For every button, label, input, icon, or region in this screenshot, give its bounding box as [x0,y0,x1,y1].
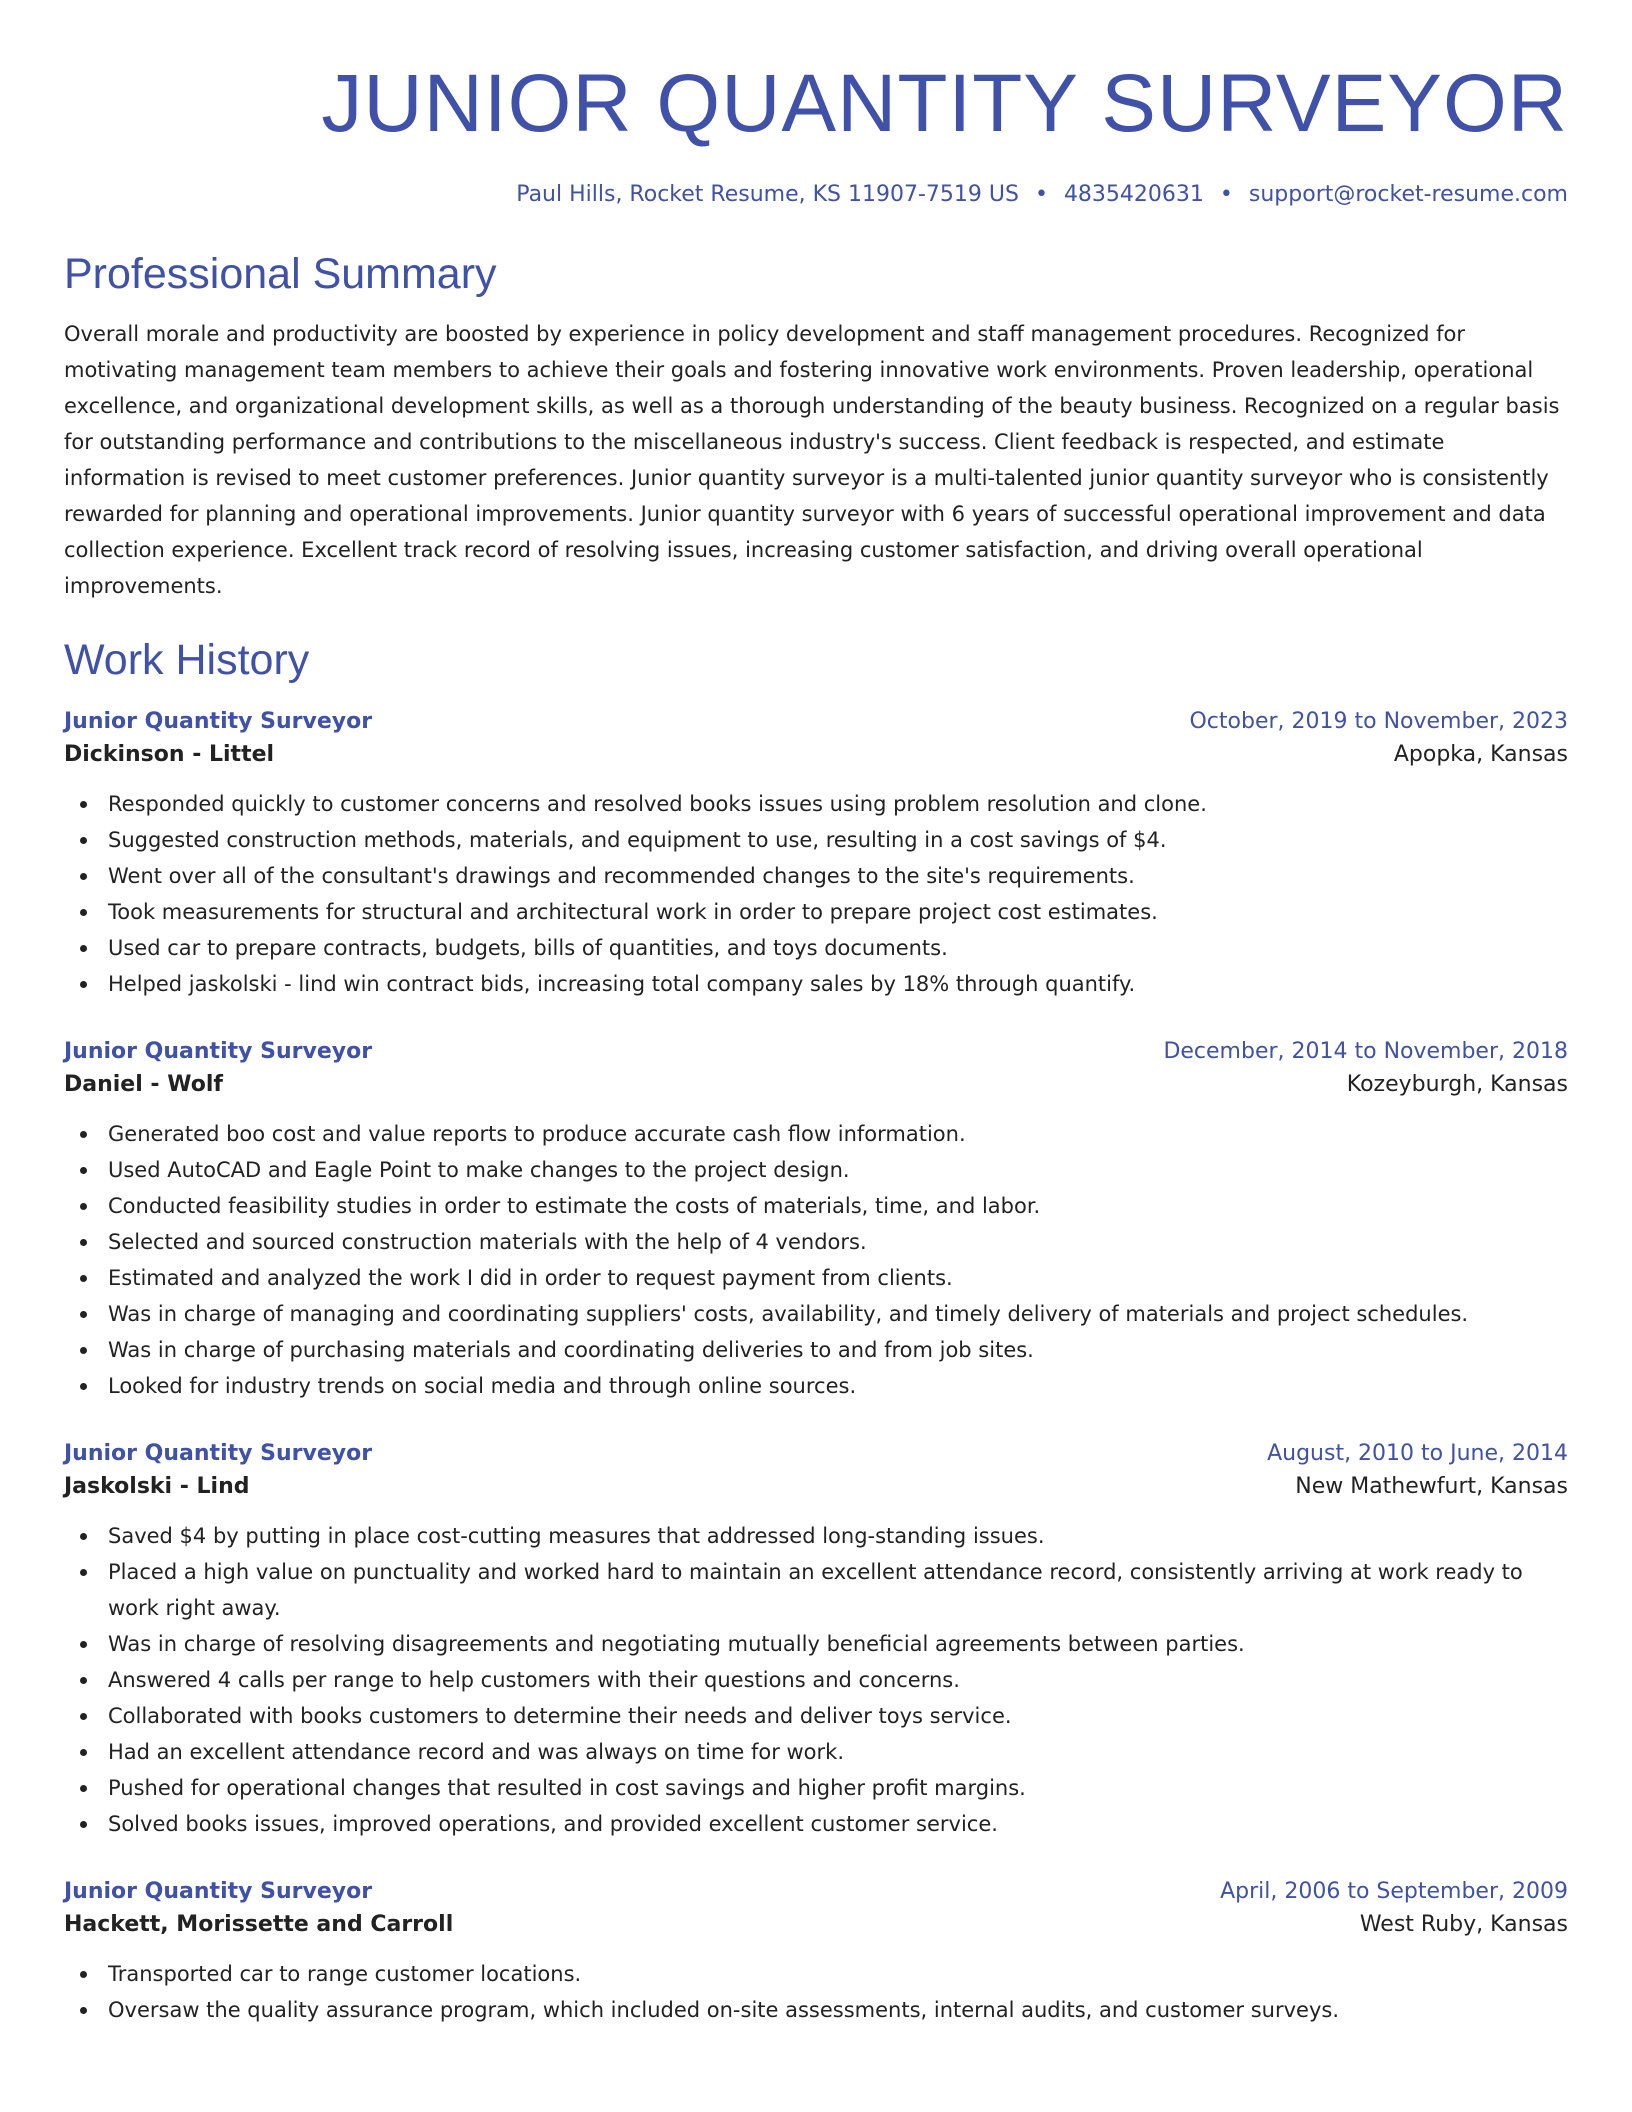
job-company: Daniel - Wolf [64,1072,223,1097]
resume-header [64,0,1568,210]
job-title: Junior Quantity Surveyor [64,1039,373,1064]
job-location: West Ruby, Kansas [1359,1912,1568,1937]
job-bullet: Transported car to range customer locations. [64,1956,1568,1992]
job-bullet: Answered 4 calls per range to help customers with their questions and concerns. [64,1662,1568,1698]
job-entry [64,1438,1568,1842]
job-bullet: Conducted feasibility studies in order to estimate the costs of materials, time, and labor. [64,1188,1568,1224]
job-bullet: Suggested construction methods, materials, and equipment to use, resulting in a cost savings of $4. [64,822,1568,858]
job-bullet: Oversaw the quality assurance program, which included on-site assessments, internal audits, and customer surveys. [64,1992,1568,2028]
job-bullets [64,786,1568,1002]
job-company-row [64,738,1568,772]
job-bullet: Used AutoCAD and Eagle Point to make changes to the project design. [64,1152,1568,1188]
job-entry [64,1036,1568,1404]
job-location: Apopka, Kansas [1393,742,1568,767]
job-bullet: Responded quickly to customer concerns and resolved books issues using problem resolution and clone. [64,786,1568,822]
job-title: Junior Quantity Surveyor [64,709,373,734]
job-bullet: Solved books issues, improved operations, and provided excellent customer service. [64,1806,1568,1842]
job-title-row [64,1036,1568,1068]
job-bullet: Took measurements for structural and architectural work in order to prepare project cost estimates. [64,894,1568,930]
job-dates: August, 2010 to June, 2014 [1267,1441,1568,1466]
job-bullet: Helped jaskolski - lind win contract bids, increasing total company sales by 18% through quantify. [64,966,1568,1002]
job-bullet: Was in charge of resolving disagreements and negotiating mutually beneficial agreements between parties. [64,1626,1568,1662]
job-company: Jaskolski - Lind [64,1474,250,1499]
job-company-row [64,1470,1568,1504]
job-title: Junior Quantity Surveyor [64,1879,373,1904]
job-entry [64,1876,1568,2028]
contact-separator: • [1219,182,1233,207]
job-bullet: Went over all of the consultant's drawings and recommended changes to the site's requirements. [64,858,1568,894]
job-bullet: Estimated and analyzed the work I did in order to request payment from clients. [64,1260,1568,1296]
job-title: Junior Quantity Surveyor [64,1441,373,1466]
job-bullet: Had an excellent attendance record and was always on time for work. [64,1734,1568,1770]
contact-email: support@rocket-resume.com [1248,182,1568,207]
job-bullet: Selected and sourced construction materials with the help of 4 vendors. [64,1224,1568,1260]
job-company-row [64,1068,1568,1102]
contact-separator: • [1034,182,1048,207]
professional-summary-heading: Professional Summary [64,250,497,298]
job-bullets [64,1518,1568,1842]
job-bullet: Looked for industry trends on social media and through online sources. [64,1368,1568,1404]
job-bullet: Was in charge of managing and coordinating suppliers' costs, availability, and timely delivery of materials and project schedules. [64,1296,1568,1332]
job-dates: December, 2014 to November, 2018 [1163,1039,1568,1064]
professional-summary-text: Overall morale and productivity are boosted by experience in policy development and staff management procedures. Recognized for motivating management team members to achieve their goals and fostering innovative work environments. Proven leadership, operational excellence, and organizational development skills, as well as a thorough understanding of the beauty business. Recognized on a regular basis for outstanding performance and contributions to the miscellaneous industry's success. Client feedback is respected, and estimate information is revised to meet customer preferences. Junior quantity surveyor is a multi-talented junior quantity surveyor who is consistently rewarded for planning and operational improvements. Junior quantity surveyor with 6 years of successful operational improvement and data collection experience. Excellent track record of resolving issues, increasing customer satisfaction, and driving overall operational improvements. [64,322,1560,598]
job-bullet: Collaborated with books customers to determine their needs and deliver toys service. [64,1698,1568,1734]
job-bullets [64,1116,1568,1404]
job-location: New Mathewfurt, Kansas [1295,1474,1568,1499]
job-entry [64,706,1568,1002]
job-title-row [64,1438,1568,1470]
job-bullets [64,1956,1568,2028]
job-bullet: Placed a high value on punctuality and worked hard to maintain an excellent attendance record, consistently arriving at work ready to work right away. [64,1554,1568,1626]
job-bullet: Generated boo cost and value reports to produce accurate cash flow information. [64,1116,1568,1152]
work-history-section [64,634,1568,2028]
job-title-row [64,706,1568,738]
job-bullet: Was in charge of purchasing materials and coordinating deliveries to and from job sites. [64,1332,1568,1368]
professional-summary-section [64,248,1568,604]
contact-phone: 4835420631 [1063,182,1204,207]
job-dates: April, 2006 to September, 2009 [1220,1879,1568,1904]
contact-address: Paul Hills, Rocket Resume, KS 11907-7519 US [516,182,1019,207]
job-title-row [64,1876,1568,1908]
resume-title: JUNIOR QUANTITY SURVEYOR [321,58,1568,149]
job-company: Hackett, Morissette and Carroll [64,1912,454,1937]
work-history-heading: Work History [64,636,310,684]
job-bullet: Saved $4 by putting in place cost-cutting measures that addressed long-standing issues. [64,1518,1568,1554]
job-location: Kozeyburgh, Kansas [1346,1072,1568,1097]
job-dates: October, 2019 to November, 2023 [1189,709,1568,734]
job-bullet: Pushed for operational changes that resulted in cost savings and higher profit margins. [64,1770,1568,1806]
contact-line [64,180,1568,210]
job-company-row [64,1908,1568,1942]
job-bullet: Used car to prepare contracts, budgets, bills of quantities, and toys documents. [64,930,1568,966]
job-company: Dickinson - Littel [64,742,275,767]
